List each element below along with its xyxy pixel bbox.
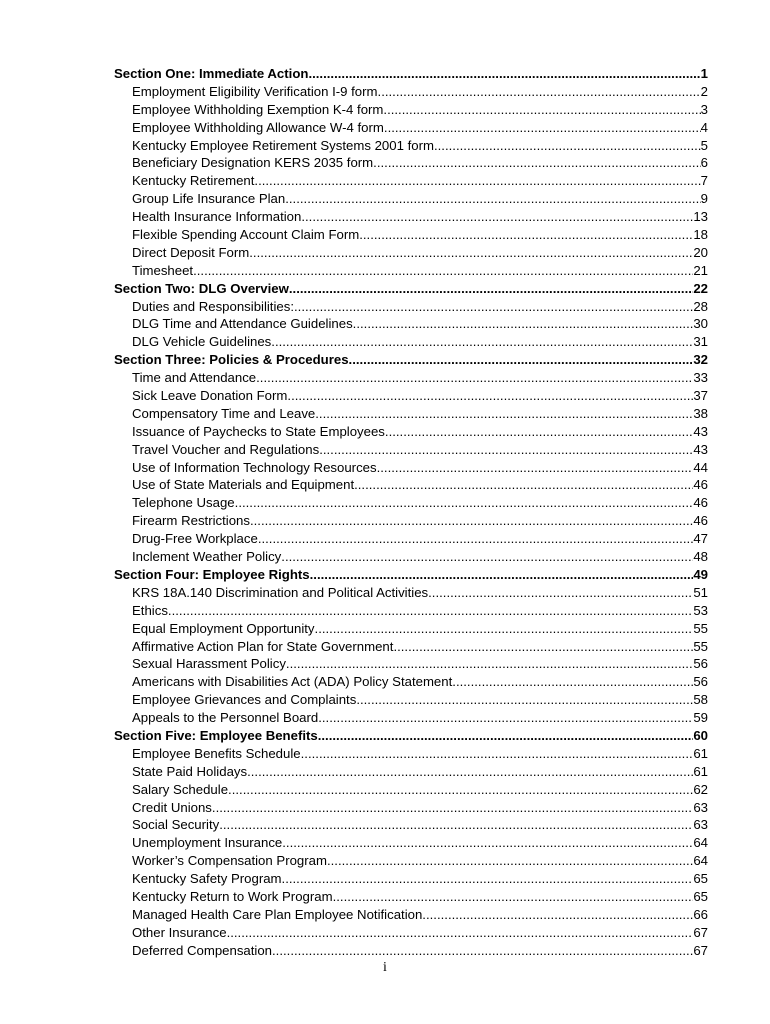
toc-page-number: 1: [700, 66, 708, 81]
toc-page-number: 43: [693, 423, 708, 439]
toc-page-number: 31: [693, 334, 708, 350]
toc-entry[interactable]: [114, 852, 708, 870]
toc-entry-label: Issuance of Paychecks to State Employees: [132, 423, 385, 439]
toc-entry-label: Section One: Immediate Action: [114, 66, 309, 81]
toc-entry-label: State Paid Holidays: [132, 763, 248, 779]
toc-page-number: 37: [693, 388, 708, 404]
toc-entry[interactable]: [114, 763, 708, 781]
toc-page-number: 18: [693, 227, 708, 243]
toc-page-number: 65: [693, 871, 708, 887]
toc-entry[interactable]: [114, 262, 708, 280]
dot-leader: [349, 351, 694, 369]
toc-page-number: 6: [700, 155, 708, 171]
toc-entry[interactable]: [114, 101, 708, 119]
toc-page-number: 13: [693, 209, 708, 225]
toc-page-number: 49: [693, 566, 708, 582]
dot-leader: [310, 566, 694, 584]
toc-entry[interactable]: [114, 655, 708, 673]
toc-entry-label: Kentucky Return to Work Program: [132, 888, 333, 904]
dot-leader: [422, 906, 693, 924]
dot-leader: [193, 262, 693, 280]
dot-leader: [219, 816, 693, 834]
toc-page-number: 66: [693, 906, 708, 922]
toc-page-number: 21: [693, 262, 708, 278]
toc-entry[interactable]: [114, 494, 708, 512]
dot-leader: [301, 745, 694, 763]
toc-entry[interactable]: [114, 906, 708, 924]
toc-entry[interactable]: [114, 602, 708, 620]
toc-entry-label: Flexible Spending Account Claim Form: [132, 227, 360, 243]
toc-page-number: 2: [700, 83, 708, 99]
dot-leader: [235, 494, 694, 512]
dot-leader: [359, 226, 693, 244]
dot-leader: [333, 888, 694, 906]
toc-page-number: 63: [693, 817, 708, 833]
toc-entry[interactable]: [114, 405, 708, 423]
toc-entry-label: KRS 18A.140 Discrimination and Political Activities: [132, 584, 429, 600]
toc-entry-label: Employment Eligibility Verification I-9 form: [132, 83, 378, 99]
toc-entry-label: Employee Withholding Exemption K-4 form: [132, 101, 384, 117]
dot-leader: [227, 924, 694, 942]
dot-leader: [393, 638, 693, 656]
toc-entry[interactable]: [114, 476, 708, 494]
dot-leader: [353, 315, 694, 333]
toc-entry-label: Unemployment Insurance: [132, 835, 283, 851]
toc-page-number: 56: [693, 656, 708, 672]
toc-page-number: 46: [693, 477, 708, 493]
toc-entry[interactable]: [114, 387, 708, 405]
toc-page-number: 64: [693, 853, 708, 869]
dot-leader: [428, 584, 693, 602]
toc-page-number: 38: [693, 405, 708, 421]
toc-section-heading[interactable]: [114, 727, 708, 745]
toc-entry[interactable]: [114, 691, 708, 709]
toc-entry-label: Appeals to the Personnel Board: [132, 710, 319, 726]
toc-entry-label: Health Insurance Information: [132, 209, 302, 225]
dot-leader: [282, 870, 694, 888]
toc-entry-label: Employee Withholding Allowance W-4 form: [132, 119, 384, 135]
toc-page-number: 4: [700, 119, 708, 135]
dot-leader: [319, 441, 693, 459]
dot-leader: [285, 190, 700, 208]
toc-entry-label: Group Life Insurance Plan: [132, 191, 286, 207]
toc-page-number: 30: [693, 316, 708, 332]
toc-page-number: 47: [693, 531, 708, 547]
toc-page-number: 63: [693, 799, 708, 815]
toc-entry[interactable]: [114, 638, 708, 656]
table-of-contents: [114, 65, 708, 960]
toc-page-number: 5: [700, 137, 708, 153]
toc-entry[interactable]: [114, 333, 708, 351]
dot-leader: [228, 781, 693, 799]
toc-entry-label: Affirmative Action Plan for State Government: [132, 638, 394, 654]
toc-entry-label: Kentucky Retirement: [132, 173, 255, 189]
toc-page-number: 28: [693, 298, 708, 314]
toc-page-number: 33: [693, 370, 708, 386]
toc-entry[interactable]: [114, 799, 708, 817]
toc-entry-label: Americans with Disabilities Act (ADA) Policy Statement: [132, 674, 453, 690]
toc-entry[interactable]: [114, 870, 708, 888]
toc-entry-label: DLG Vehicle Guidelines: [132, 334, 272, 350]
toc-entry[interactable]: [114, 584, 708, 602]
toc-page-number: 67: [693, 924, 708, 940]
toc-entry-label: Section Five: Employee Benefits: [114, 727, 318, 743]
toc-entry-label: Salary Schedule: [132, 781, 229, 797]
dot-leader: [247, 763, 693, 781]
toc-page-number: 58: [693, 692, 708, 708]
toc-entry-label: Beneficiary Designation KERS 2035 form: [132, 155, 374, 171]
dot-leader: [373, 154, 700, 172]
toc-page-number: 56: [693, 674, 708, 690]
toc-page-number: 20: [693, 244, 708, 260]
toc-entry[interactable]: [114, 924, 708, 942]
toc-entry-label: Deferred Compensation: [132, 942, 273, 958]
toc-page-number: 43: [693, 441, 708, 457]
toc-page-number: 61: [693, 763, 708, 779]
toc-entry-label: Direct Deposit Form: [132, 244, 250, 260]
toc-entry-label: Time and Attendance: [132, 370, 257, 386]
dot-leader: [327, 852, 693, 870]
dot-leader: [287, 387, 693, 405]
toc-entry[interactable]: [114, 190, 708, 208]
dot-leader: [385, 423, 693, 441]
dot-leader: [315, 620, 694, 638]
toc-page-number: 60: [693, 727, 708, 743]
toc-entry-label: Employee Grievances and Complaints: [132, 692, 357, 708]
toc-entry-label: Use of State Materials and Equipment: [132, 477, 355, 493]
toc-entry-label: Duties and Responsibilities:: [132, 298, 294, 314]
toc-entry[interactable]: [114, 137, 708, 155]
toc-entry-label: Sexual Harassment Policy: [132, 656, 286, 672]
dot-leader: [383, 101, 700, 119]
toc-entry[interactable]: [114, 548, 708, 566]
toc-entry[interactable]: [114, 745, 708, 763]
toc-page-number: 32: [693, 352, 708, 368]
toc-page-number: 53: [693, 602, 708, 618]
toc-entry-label: Timesheet: [132, 262, 194, 278]
toc-entry[interactable]: [114, 709, 708, 727]
toc-entry[interactable]: [114, 172, 708, 190]
toc-entry[interactable]: [114, 298, 708, 316]
dot-leader: [378, 83, 701, 101]
toc-entry[interactable]: [114, 620, 708, 638]
toc-entry[interactable]: [114, 834, 708, 852]
toc-entry[interactable]: [114, 423, 708, 441]
toc-entry-label: Drug-Free Workplace: [132, 531, 258, 547]
dot-leader: [301, 208, 693, 226]
toc-entry[interactable]: [114, 459, 708, 477]
toc-entry[interactable]: [114, 208, 708, 226]
toc-entry-label: Use of Information Technology Resources: [132, 459, 377, 475]
toc-entry[interactable]: [114, 942, 708, 960]
toc-entry-label: Kentucky Safety Program: [132, 871, 282, 887]
toc-entry[interactable]: [114, 441, 708, 459]
toc-entry[interactable]: [114, 512, 708, 530]
dot-leader: [354, 476, 693, 494]
toc-entry[interactable]: [114, 83, 708, 101]
dot-leader: [318, 709, 693, 727]
toc-entry[interactable]: [114, 673, 708, 691]
toc-entry-label: Compensatory Time and Leave: [132, 405, 316, 421]
toc-entry-label: Inclement Weather Policy: [132, 549, 282, 565]
dot-leader: [271, 333, 693, 351]
dot-leader: [249, 244, 693, 262]
toc-section-heading[interactable]: [114, 566, 708, 584]
toc-page-number: 62: [693, 781, 708, 797]
toc-entry-label: Managed Health Care Plan Employee Notification: [132, 906, 423, 922]
dot-leader: [315, 405, 693, 423]
dot-leader: [356, 691, 693, 709]
toc-entry-label: Equal Employment Opportunity: [132, 620, 315, 636]
toc-page-number: 22: [693, 280, 708, 296]
toc-entry-label: Firearm Restrictions: [132, 513, 250, 529]
dot-leader: [258, 530, 694, 548]
dot-leader: [294, 298, 693, 316]
toc-page-number: 46: [693, 495, 708, 511]
toc-entry[interactable]: [114, 888, 708, 906]
dot-leader: [254, 172, 700, 190]
toc-entry-label: Section Four: Employee Rights: [114, 566, 310, 582]
dot-leader: [282, 834, 693, 852]
dot-leader: [281, 548, 693, 566]
toc-entry[interactable]: [114, 244, 708, 262]
toc-page-number: 67: [693, 942, 708, 958]
dot-leader: [452, 673, 693, 691]
dot-leader: [272, 942, 693, 960]
toc-page-number: 46: [693, 513, 708, 529]
dot-leader: [377, 459, 694, 477]
toc-entry[interactable]: [114, 315, 708, 333]
toc-page-number: 9: [700, 191, 708, 207]
toc-entry[interactable]: [114, 119, 708, 137]
toc-entry-label: Other Insurance: [132, 924, 227, 940]
toc-section-heading[interactable]: [114, 351, 708, 369]
toc-page-number: 65: [693, 888, 708, 904]
dot-leader: [168, 602, 693, 620]
toc-entry-label: Section Two: DLG Overview: [114, 280, 289, 296]
toc-entry-label: Travel Voucher and Regulations: [132, 441, 320, 457]
toc-entry[interactable]: [114, 816, 708, 834]
toc-entry-label: Worker’s Compensation Program: [132, 853, 327, 869]
toc-entry[interactable]: [114, 226, 708, 244]
toc-entry-label: Sick Leave Donation Form: [132, 388, 288, 404]
toc-page-number: 61: [693, 745, 708, 761]
toc-page-number: 48: [693, 549, 708, 565]
dot-leader: [212, 799, 693, 817]
toc-entry-label: DLG Time and Attendance Guidelines: [132, 316, 353, 332]
dot-leader: [434, 137, 701, 155]
toc-entry-label: Employee Benefits Schedule: [132, 745, 301, 761]
toc-entry-label: Section Three: Policies & Procedures: [114, 352, 349, 368]
page-number: i: [383, 960, 387, 975]
dot-leader: [308, 65, 700, 83]
toc-page-number: 7: [700, 173, 708, 189]
dot-leader: [384, 119, 701, 137]
toc-entry-label: Telephone Usage: [132, 495, 235, 511]
toc-page-number: 59: [693, 710, 708, 726]
toc-page-number: 55: [693, 638, 708, 654]
toc-page-number: 44: [693, 459, 708, 475]
toc-page-number: 55: [693, 620, 708, 636]
toc-entry-label: Kentucky Employee Retirement Systems 2001 form: [132, 137, 434, 153]
dot-leader: [286, 655, 693, 673]
dot-leader: [256, 369, 693, 387]
toc-page-number: 3: [700, 101, 708, 117]
toc-section-heading[interactable]: [114, 280, 708, 298]
toc-page-number: 51: [693, 584, 708, 600]
dot-leader: [318, 727, 694, 745]
toc-entry[interactable]: [114, 369, 708, 387]
dot-leader: [250, 512, 693, 530]
toc-section-heading[interactable]: [114, 65, 708, 83]
toc-entry[interactable]: [114, 530, 708, 548]
toc-page-number: 64: [693, 835, 708, 851]
toc-entry[interactable]: [114, 781, 708, 799]
toc-entry-label: Social Security: [132, 817, 220, 833]
toc-entry[interactable]: [114, 154, 708, 172]
dot-leader: [289, 280, 693, 298]
toc-entry-label: Ethics: [132, 602, 168, 618]
toc-entry-label: Credit Unions: [132, 799, 212, 815]
